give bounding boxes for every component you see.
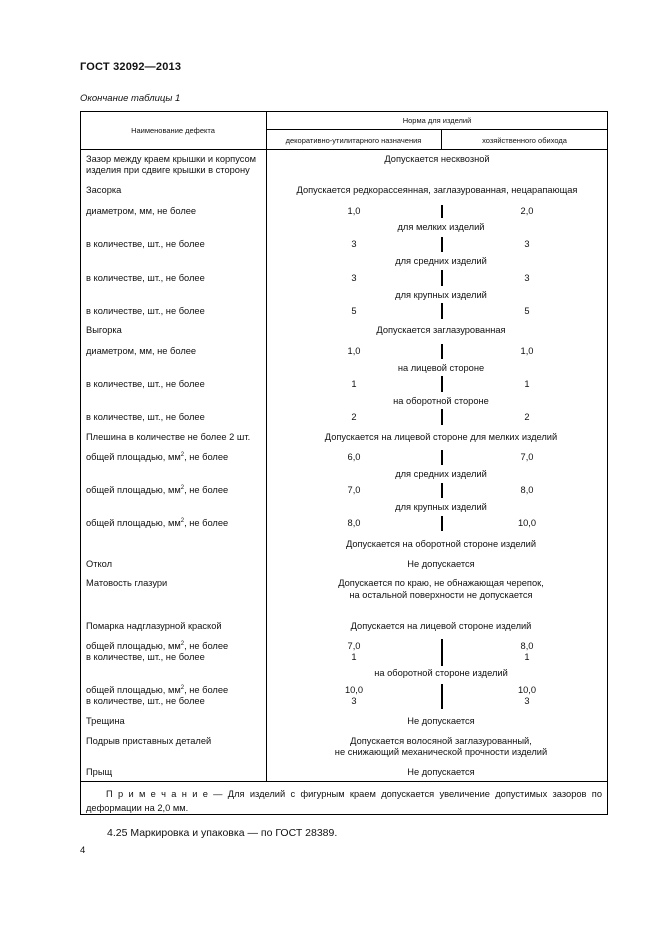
column-separator	[441, 483, 443, 498]
sub-span: для средних изделий	[395, 469, 487, 479]
column-separator	[441, 684, 443, 709]
row-label-gap-line2: изделия при сдвиге крышки в сторону	[86, 165, 250, 175]
column-separator	[441, 376, 443, 392]
row-label: в количестве, шт., не более	[86, 412, 205, 422]
row-label-count: в количестве, шт., не более	[86, 652, 205, 662]
table-note	[86, 787, 602, 815]
decor-value: 7,0	[347, 485, 361, 495]
row-label: Помарка надглазурной краской	[86, 621, 222, 631]
row-label: Откол	[86, 559, 113, 569]
decor-value: 2	[351, 412, 357, 422]
house-value: 1	[524, 379, 530, 389]
superscript: 2	[180, 517, 185, 524]
row-label-gap-line1: Зазор между краем крышки и корпусом	[86, 154, 257, 164]
sub-span: для крупных изделий	[395, 290, 487, 300]
norm-span: Допускается на лицевой стороне для мелких изделий	[324, 432, 558, 442]
row-label-count: в количестве, шт., не более	[86, 696, 205, 706]
row-label: в количестве, шт., не более	[86, 379, 205, 389]
decor-value: 1	[351, 379, 357, 389]
sub-span: для мелких изделий	[397, 222, 485, 232]
decor-value: 8,0	[347, 518, 361, 528]
row-label: Засорка	[86, 185, 122, 195]
house-value: 1	[524, 652, 530, 662]
label-text: , не более	[184, 518, 229, 528]
row-label: в количестве, шт., не более	[86, 273, 205, 283]
norm-span: Допускается несквозной	[384, 154, 490, 164]
note-divider	[80, 781, 608, 782]
header-norm: Норма для изделий	[402, 116, 472, 125]
row-label: диаметром, мм, не более	[86, 346, 197, 356]
column-separator	[441, 409, 443, 425]
row-label: Выгорка	[86, 325, 122, 335]
decor-value: 10,0	[344, 685, 364, 695]
decor-value: 5	[351, 306, 357, 316]
house-value: 2,0	[520, 206, 534, 216]
note-prefix: П р и м е ч а н и е	[106, 789, 208, 799]
norm-span: Не допускается	[407, 767, 475, 777]
label-text: , не более	[184, 452, 229, 462]
label-text: общей площадью, мм	[86, 485, 181, 495]
label-text: , не более	[184, 685, 229, 695]
label-text: общей площадью, мм	[86, 641, 181, 651]
row-label-area	[86, 518, 228, 529]
row-label-area	[86, 485, 228, 496]
house-value: 1,0	[520, 346, 534, 356]
note-text: — Для изделий с фигурным краем допускается увеличение допустимых зазоров по деформации на 2,0 мм.	[86, 789, 602, 813]
decor-value: 7,0	[347, 641, 361, 651]
house-value: 3	[524, 239, 530, 249]
norm-span-line2: на остальной поверхности не допускается	[349, 590, 533, 600]
decor-value: 1	[351, 652, 357, 662]
house-value: 8,0	[520, 485, 534, 495]
norm-span-line2: не снижающий механической прочности изделий	[334, 747, 548, 757]
column-separator	[441, 237, 443, 252]
label-text: , не более	[184, 641, 229, 651]
column-separator	[441, 303, 443, 319]
house-value: 7,0	[520, 452, 534, 462]
sub-span: на лицевой стороне	[397, 363, 485, 373]
decor-value: 3	[351, 273, 357, 283]
norm-span: Не допускается	[407, 559, 475, 569]
row-label-area	[86, 685, 228, 696]
table-caption: Окончание таблицы 1	[80, 93, 181, 104]
column-separator	[441, 450, 443, 465]
row-label: в количестве, шт., не более	[86, 239, 205, 249]
norm-span-line1: Допускается по краю, не обнажающая черепок,	[338, 578, 544, 588]
house-value: 3	[524, 273, 530, 283]
house-value: 5	[524, 306, 530, 316]
row-label-area	[86, 452, 228, 463]
norm-span: Не допускается	[407, 716, 475, 726]
decor-value: 3	[351, 696, 357, 706]
column-separator	[441, 205, 443, 218]
header-bottom-line	[80, 149, 608, 150]
sub-span: на оборотной стороне изделий	[374, 668, 508, 678]
superscript: 2	[180, 684, 185, 691]
section-text: 4.25 Маркировка и упаковка — по ГОСТ 28389.	[107, 827, 338, 839]
label-text: общей площадью, мм	[86, 518, 181, 528]
header-defect-name: Наименование дефекта	[131, 126, 215, 135]
row-label: в количестве, шт., не более	[86, 306, 205, 316]
row-label: Прыщ	[86, 767, 113, 777]
header-divider	[266, 129, 608, 130]
row-label: диаметром, мм, не более	[86, 206, 197, 216]
page-number: 4	[80, 845, 86, 856]
house-value: 2	[524, 412, 530, 422]
row-label: Подрыв приставных деталей	[86, 736, 212, 746]
decor-value: 1,0	[347, 206, 361, 216]
column-divider	[266, 111, 267, 782]
superscript: 2	[180, 451, 185, 458]
row-label-area	[86, 641, 228, 652]
column-separator	[441, 639, 443, 666]
document-header: ГОСТ 32092—2013	[80, 61, 182, 73]
label-text: , не более	[184, 485, 229, 495]
house-value: 10,0	[517, 518, 537, 528]
norm-span: Допускается редкорассеянная, заглазурованная, нецарапающая	[296, 185, 578, 195]
row-label: Трещина	[86, 716, 125, 726]
sub-span: на оборотной стороне	[393, 396, 489, 406]
label-text: общей площадью, мм	[86, 452, 181, 462]
row-label: Матовость глазури	[86, 578, 168, 588]
house-value: 10,0	[517, 685, 537, 695]
norm-span-line1: Допускается волосяной заглазурованный,	[350, 736, 532, 746]
norm-span: Допускается заглазурованная	[376, 325, 506, 335]
superscript: 2	[180, 640, 185, 647]
header-household: хозяйственного обихода	[482, 136, 567, 145]
sub-span: для крупных изделий	[395, 502, 487, 512]
column-separator	[441, 516, 443, 531]
row-label: Плешина в количестве не более 2 шт.	[86, 432, 251, 442]
house-value: 8,0	[520, 641, 534, 651]
decor-value: 1,0	[347, 346, 361, 356]
superscript: 2	[180, 484, 185, 491]
norm-span: Допускается на лицевой стороне изделий	[350, 621, 532, 631]
header-decorative: декоративно-утилитарного назначения	[285, 136, 422, 145]
decor-value: 3	[351, 239, 357, 249]
column-separator	[441, 344, 443, 359]
column-separator	[441, 270, 443, 286]
label-text: общей площадью, мм	[86, 685, 181, 695]
sub-span: для средних изделий	[395, 256, 487, 266]
house-value: 3	[524, 696, 530, 706]
decor-value: 6,0	[347, 452, 361, 462]
norm-span: Допускается на оборотной стороне изделий	[345, 539, 537, 549]
